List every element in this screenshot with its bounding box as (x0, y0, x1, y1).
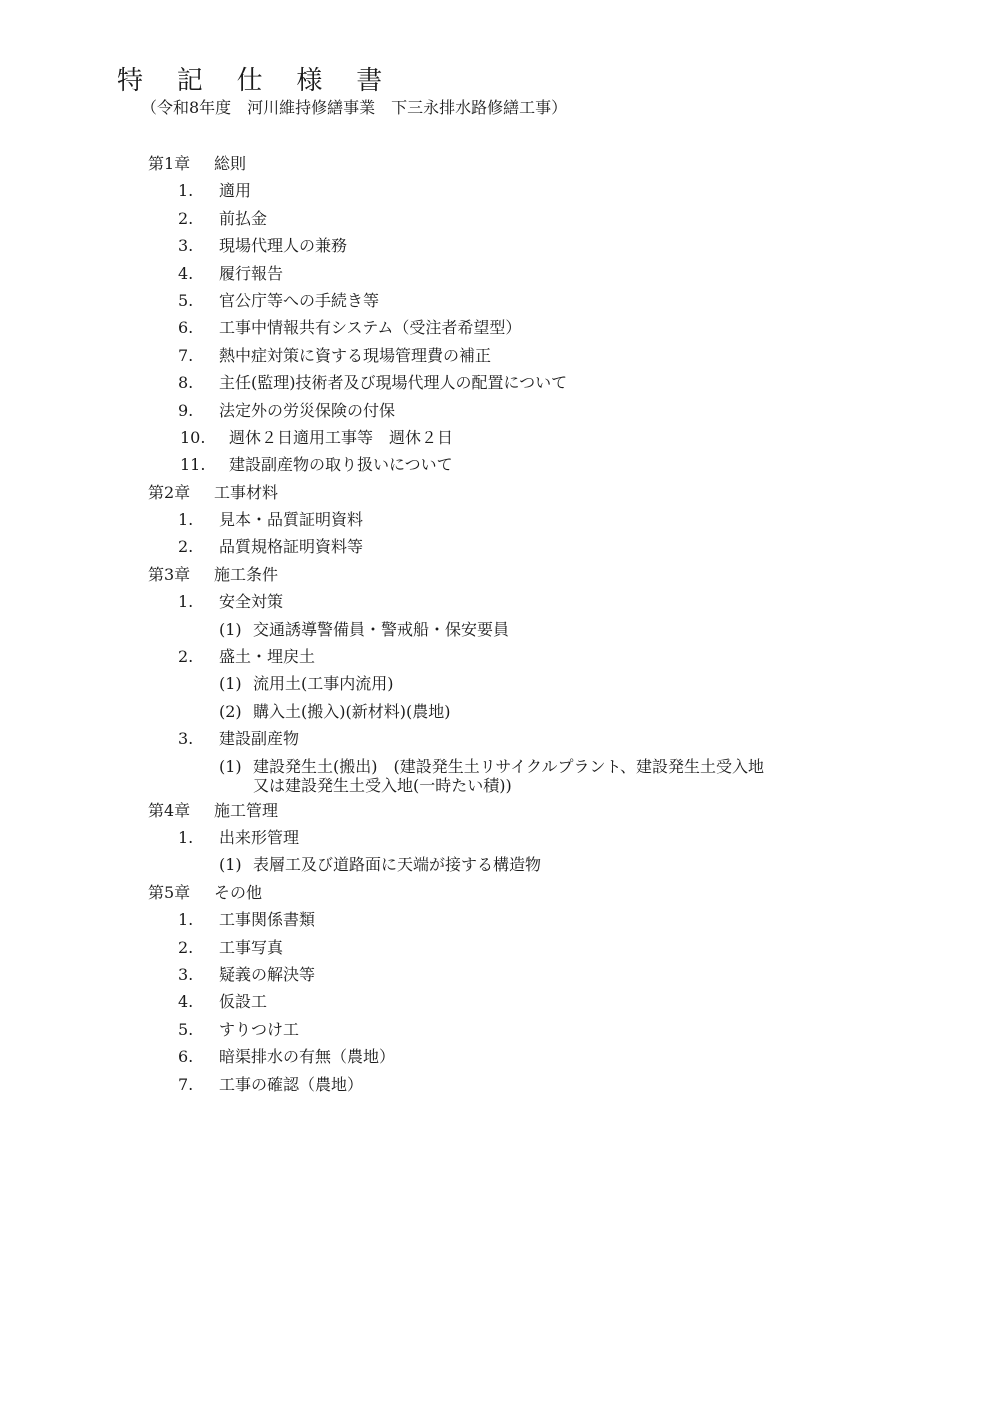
section-item (0, 934, 1000, 961)
section-item (0, 287, 1000, 314)
section-number: 2. (178, 208, 194, 228)
section-title: 見本・品質証明資料 (219, 510, 364, 530)
section-item (0, 725, 1000, 752)
chapter-heading (0, 561, 1000, 588)
section-number: 7. (178, 1074, 194, 1094)
section-title: 盛土・埋戻土 (219, 647, 316, 667)
chapter-heading (0, 797, 1000, 824)
section-number: 11. (180, 455, 206, 475)
subsection-number: (1) (219, 855, 242, 875)
section-title: 出来形管理 (219, 827, 300, 847)
chapter-title: その他 (214, 882, 263, 902)
section-number: 6. (178, 318, 194, 338)
chapter-number: 第1章 (148, 154, 191, 173)
section-item (0, 533, 1000, 560)
subsection-title: 購入土(搬入)(新材料)(農地) (253, 701, 451, 721)
section-title: 履行報告 (219, 263, 284, 283)
section-number: 3. (178, 236, 194, 256)
section-number: 5. (178, 290, 194, 310)
document-title: 特 記 仕 様 書 (117, 66, 387, 96)
subsection-item (0, 753, 1000, 797)
subsection-number: (1) (219, 619, 242, 639)
subsection-title: 流用土(工事内流用) (253, 674, 394, 694)
section-item (0, 824, 1000, 851)
section-item (0, 424, 1000, 451)
section-number: 1. (178, 827, 194, 847)
section-item (0, 397, 1000, 424)
section-number: 2. (178, 937, 194, 957)
subsection-item (0, 670, 1000, 697)
section-title: 熱中症対策に資する現場管理費の補正 (219, 345, 492, 365)
chapter-title: 総則 (214, 154, 247, 173)
section-title: 建設副産物の取り扱いについて (229, 455, 453, 475)
subsection-title: 表層工及び道路面に天端が接する構造物 (253, 855, 542, 875)
section-number: 1. (178, 592, 194, 612)
chapter-number: 第5章 (148, 882, 191, 902)
section-item (0, 643, 1000, 670)
section-title: 工事関係書類 (219, 910, 316, 930)
section-number: 4. (178, 992, 194, 1012)
subsection-title: 交通誘導警備員・警戒船・保安要員 (253, 619, 510, 639)
section-item (0, 260, 1000, 287)
section-title: 官公庁等への手続き等 (219, 290, 380, 310)
chapter-number: 第3章 (148, 564, 191, 584)
section-item (0, 342, 1000, 369)
section-title: 主任(監理)技術者及び現場代理人の配置について (219, 373, 568, 393)
section-title: 暗渠排水の有無（農地） (219, 1047, 396, 1067)
chapter-title: 施工条件 (214, 564, 279, 584)
chapter-heading (0, 479, 1000, 506)
section-number: 10. (180, 427, 206, 447)
section-number: 3. (178, 729, 194, 749)
section-item (0, 205, 1000, 232)
subsection-number: (2) (219, 701, 242, 721)
section-number: 3. (178, 964, 194, 984)
section-item (0, 177, 1000, 204)
section-number: 1. (178, 181, 194, 201)
section-number: 6. (178, 1047, 194, 1067)
subsection-number: (1) (219, 674, 242, 694)
chapter-heading (0, 150, 1000, 177)
section-title: 週休２日適用工事等 週休２日 (229, 427, 454, 447)
subsection-item (0, 616, 1000, 643)
section-item (0, 314, 1000, 341)
section-title: 工事中情報共有システム（受注者希望型） (219, 318, 522, 338)
section-title: 工事の確認（農地） (219, 1074, 364, 1094)
section-number: 5. (178, 1019, 194, 1039)
section-number: 2. (178, 537, 194, 557)
section-item (0, 961, 1000, 988)
subsection-item (0, 851, 1000, 878)
section-title: 建設副産物 (219, 729, 300, 749)
section-item (0, 906, 1000, 933)
section-number: 1. (178, 510, 194, 530)
section-item (0, 506, 1000, 533)
subsection-title: 建設発生土(搬出) (建設発生土リサイクルプラント、建設発生土受入地 又は建設発生土受入地(一時たい積)) (253, 756, 765, 795)
section-title: 品質規格証明資料等 (219, 537, 364, 557)
subsection-item (0, 698, 1000, 725)
subsection-number: (1) (219, 756, 242, 776)
chapter-title: 施工管理 (214, 800, 279, 820)
chapter-number: 第4章 (148, 800, 191, 820)
section-number: 7. (178, 345, 194, 365)
section-item (0, 232, 1000, 259)
section-number: 4. (178, 263, 194, 283)
chapter-number: 第2章 (148, 482, 191, 502)
section-item (0, 1016, 1000, 1043)
section-title: 疑義の解決等 (219, 964, 316, 984)
chapter-heading (0, 879, 1000, 906)
chapter-title: 工事材料 (214, 482, 279, 502)
section-title: 仮設工 (219, 992, 268, 1012)
section-item (0, 451, 1000, 478)
section-title: 工事写真 (219, 937, 284, 957)
section-title: 法定外の労災保険の付保 (219, 400, 396, 420)
section-title: 適用 (219, 181, 252, 201)
section-item (0, 1071, 1000, 1098)
section-item (0, 1043, 1000, 1070)
section-title: 現場代理人の兼務 (219, 236, 348, 256)
section-number: 9. (178, 400, 194, 420)
section-number: 8. (178, 373, 194, 393)
section-number: 1. (178, 910, 194, 930)
section-title: 安全対策 (219, 592, 284, 612)
table-of-contents (0, 150, 1000, 1098)
section-item (0, 369, 1000, 396)
section-title: 前払金 (219, 208, 268, 228)
section-title: すりつけ工 (219, 1019, 300, 1039)
document-subtitle: （令和8年度 河川維持修繕事業 下三永排水路修繕工事） (141, 98, 568, 117)
section-item (0, 988, 1000, 1015)
section-number: 2. (178, 647, 194, 667)
section-item (0, 588, 1000, 615)
